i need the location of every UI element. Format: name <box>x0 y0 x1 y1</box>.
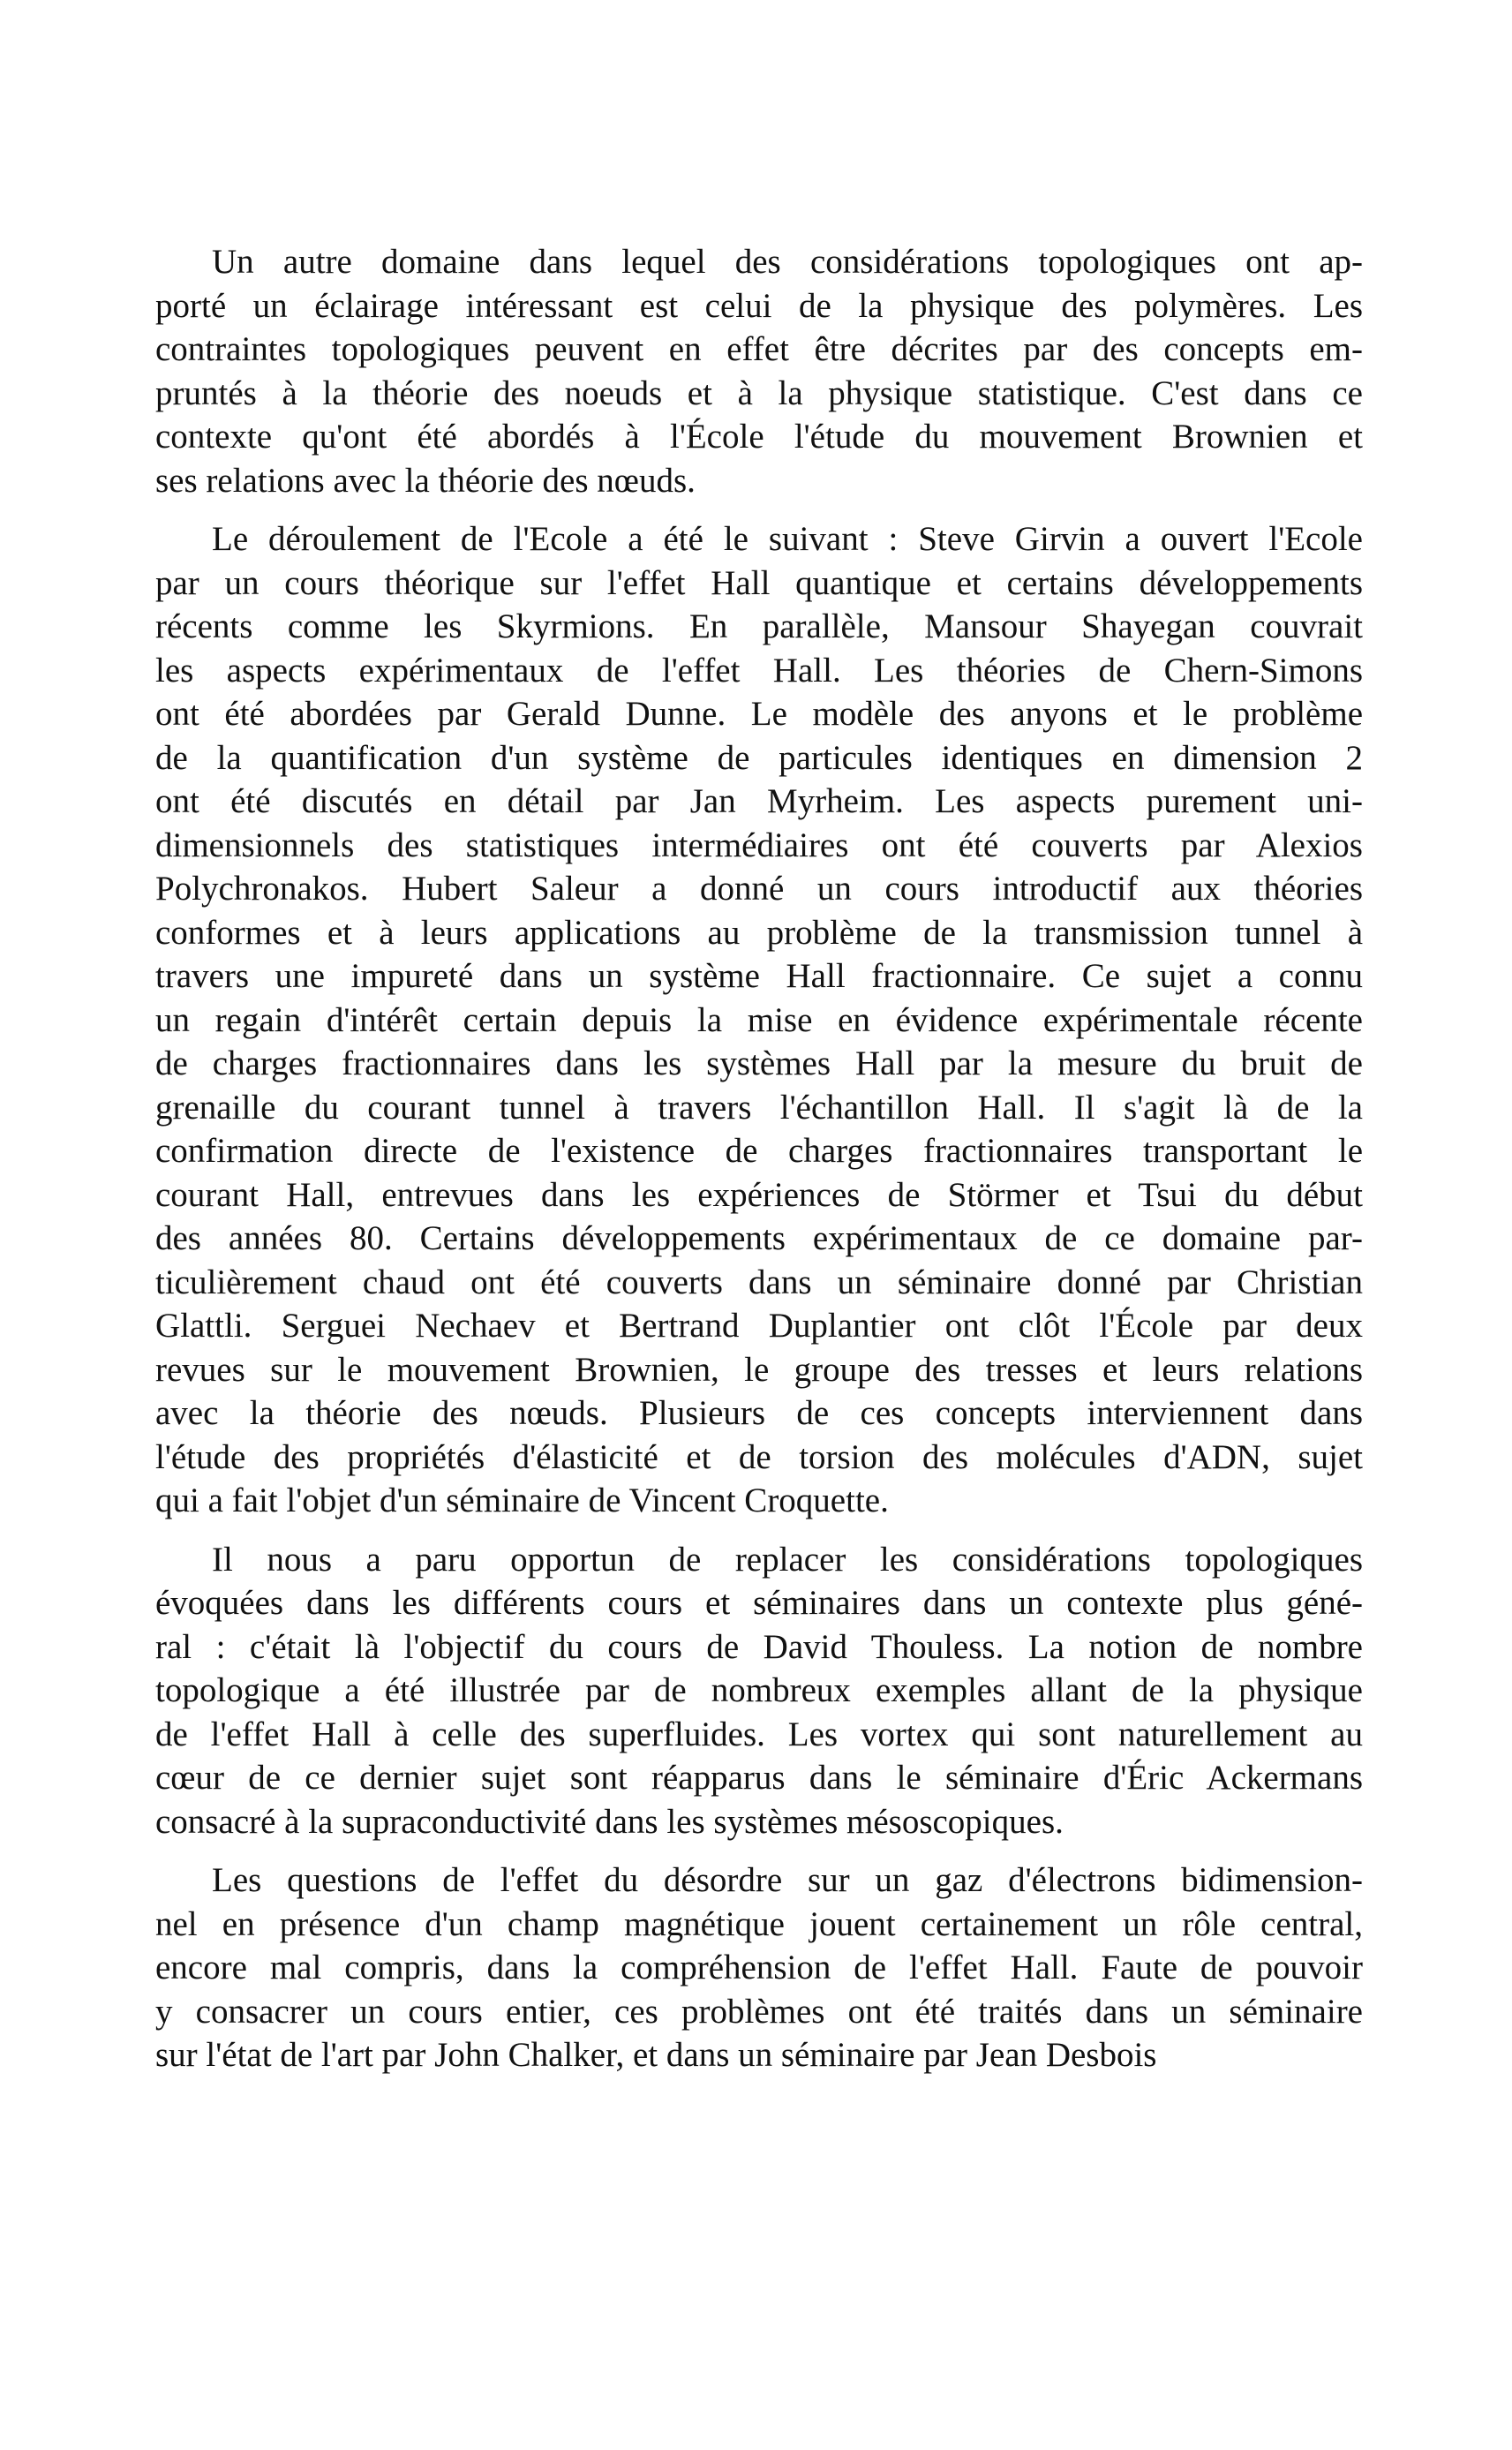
paragraph-topological-context <box>155 1538 1363 1844</box>
text-line: consacré à la supraconductivité dans les systèmes mésoscopiques. <box>155 1802 1064 1841</box>
paragraph-disorder <box>155 1858 1363 2077</box>
text-line: y consacrer un cours entier, ces problèmes ont été traités dans un séminaire <box>155 1992 1363 2031</box>
text-line: ont été abordées par Gerald Dunne. Le modèle des anyons et le problème <box>155 695 1363 733</box>
text-line: Il nous a paru opportun de replacer les considérations topologiques <box>212 1540 1363 1579</box>
text-line: contexte qu'ont été abordés à l'École l'étude du mouvement Brownien et <box>155 418 1363 456</box>
text-line: contraintes topologiques peuvent en effet être décrites par des concepts em- <box>155 330 1363 368</box>
paragraph-school-program <box>155 517 1363 1523</box>
text-line: l'étude des propriétés d'élasticité et de torsion des molécules d'ADN, sujet <box>155 1437 1363 1476</box>
text-line: grenaille du courant tunnel à travers l'échantillon Hall. Il s'agit là de la <box>155 1088 1363 1127</box>
text-line: dimensionnels des statistiques intermédiaires ont été couverts par Alexios <box>155 825 1363 864</box>
text-line: porté un éclairage intéressant est celui de la physique des polymères. Les <box>155 286 1363 325</box>
text-line: ral : c'était là l'objectif du cours de David Thouless. La notion de nombre <box>155 1627 1363 1666</box>
text-line: par un cours théorique sur l'effet Hall quantique et certains développements <box>155 563 1363 602</box>
text-line: sur l'état de l'art par John Chalker, et dans un séminaire par Jean Desbois <box>155 2036 1157 2074</box>
text-line: topologique a été illustrée par de nombreux exemples allant de la physique <box>155 1671 1363 1709</box>
text-line: cœur de ce dernier sujet sont réapparus dans le séminaire d'Éric Ackermans <box>155 1759 1363 1797</box>
text-line: courant Hall, entrevues dans les expériences de Störmer et Tsui du début <box>155 1175 1363 1214</box>
text-line: un regain d'intérêt certain depuis la mise en évidence expérimentale récente <box>155 1000 1363 1039</box>
text-line: Glattli. Serguei Nechaev et Bertrand Duplantier ont clôt l'École par deux <box>155 1307 1363 1345</box>
text-line: ses relations avec la théorie des nœuds. <box>155 461 696 500</box>
text-line: les aspects expérimentaux de l'effet Hall. Les théories de Chern-Simons <box>155 651 1363 690</box>
body-text <box>155 240 1363 2092</box>
text-line: de charges fractionnaires dans les systèmes Hall par la mesure du bruit de <box>155 1044 1363 1082</box>
text-line: conformes et à leurs applications au problème de la transmission tunnel à <box>155 913 1363 952</box>
text-line: travers une impureté dans un système Hall fractionnaire. Ce sujet a connu <box>155 957 1363 995</box>
text-line: Un autre domaine dans lequel des considérations topologiques ont ap- <box>212 243 1363 281</box>
text-line: ont été discutés en détail par Jan Myrheim. Les aspects purement uni- <box>155 782 1363 820</box>
text-line: récents comme les Skyrmions. En parallèle, Mansour Shayegan couvrait <box>155 607 1363 645</box>
text-line: revues sur le mouvement Brownien, le groupe des tresses et leurs relations <box>155 1350 1363 1389</box>
text-line: de la quantification d'un système de particules identiques en dimension 2 <box>155 738 1363 777</box>
paragraph-polymers <box>155 240 1363 502</box>
text-line: encore mal compris, dans la compréhension de l'effet Hall. Faute de pouvoir <box>155 1949 1363 1986</box>
text-line: des années 80. Certains développements expérimentaux de ce domaine par- <box>155 1219 1363 1257</box>
text-line: Les questions de l'effet du désordre sur un gaz d'électrons bidimension- <box>212 1861 1363 1899</box>
text-line: confirmation directe de l'existence de charges fractionnaires transportant le <box>155 1132 1363 1170</box>
text-line: avec la théorie des nœuds. Plusieurs de ces concepts interviennent dans <box>155 1394 1363 1432</box>
text-line: nel en présence d'un champ magnétique jouent certainement un rôle central, <box>155 1904 1363 1943</box>
text-line: pruntés à la théorie des noeuds et à la physique statistique. C'est dans ce <box>155 373 1363 412</box>
text-line: de l'effet Hall à celle des superfluides. Les vortex qui sont naturellement au <box>155 1715 1363 1753</box>
text-line: évoquées dans les différents cours et séminaires dans un contexte plus géné- <box>155 1584 1363 1622</box>
text-line: qui a fait l'objet d'un séminaire de Vincent Croquette. <box>155 1481 889 1519</box>
text-line: Le déroulement de l'Ecole a été le suivant : Steve Girvin a ouvert l'Ecole <box>212 520 1363 558</box>
text-line: Polychronakos. Hubert Saleur a donné un cours introductif aux théories <box>155 870 1363 908</box>
text-line: ticulièrement chaud ont été couverts dans un séminaire donné par Christian <box>155 1263 1363 1301</box>
